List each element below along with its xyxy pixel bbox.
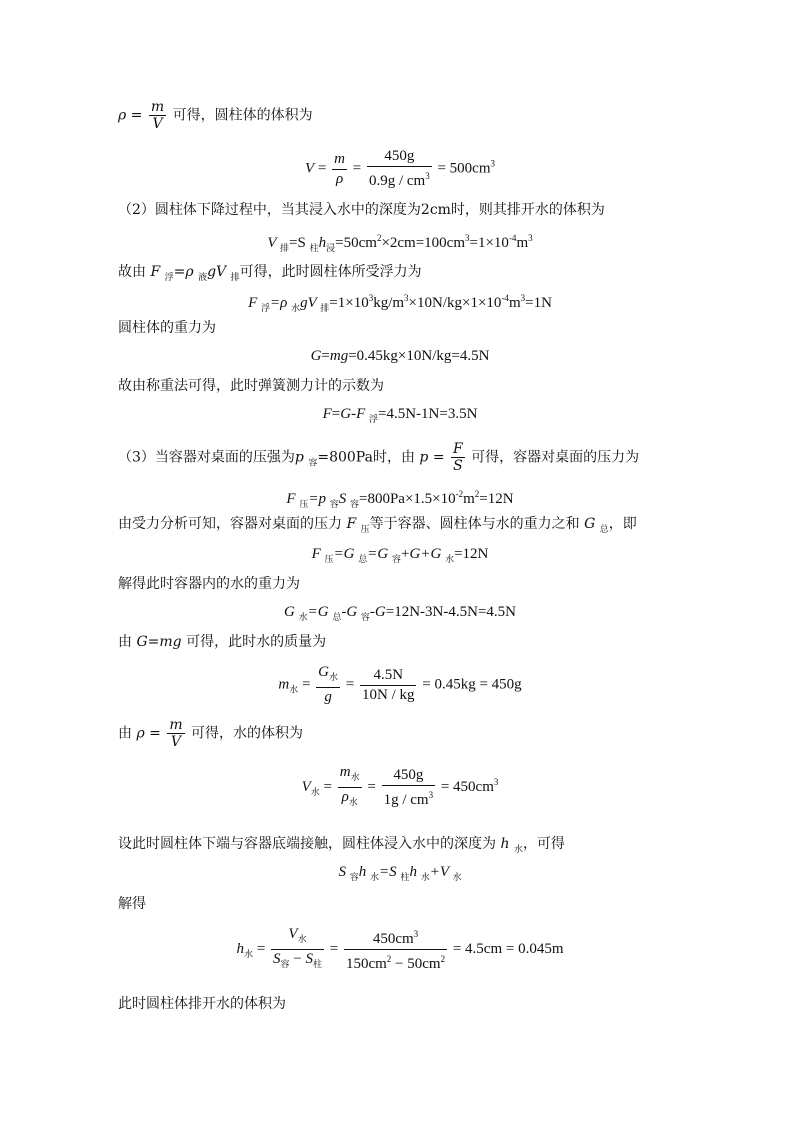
g: G xyxy=(374,604,386,620)
denominator: V xyxy=(170,734,182,750)
eq: = xyxy=(325,940,342,957)
h: h xyxy=(358,864,371,880)
eq: = xyxy=(363,778,380,795)
t: m xyxy=(516,235,529,251)
t: （3）当容器对桌面的压强为 xyxy=(118,449,295,466)
t: +G xyxy=(420,546,446,562)
t: 设此时圆柱体下端与容器底端接触，圆柱体浸入水中的深度为 xyxy=(118,836,501,852)
t: =ρ xyxy=(270,295,292,311)
t: =G xyxy=(307,604,333,620)
t: =12N-3N-4.5N=4.5N xyxy=(385,604,517,620)
numerator: 450g xyxy=(367,148,432,167)
spring-scale-formula xyxy=(0,404,800,429)
t: 由 xyxy=(118,634,137,650)
den-text: 0.9g / cm xyxy=(368,173,426,189)
equals: = xyxy=(126,107,147,124)
water-gravity-formula xyxy=(0,602,800,627)
denominator xyxy=(382,786,436,809)
t: - xyxy=(351,406,357,422)
text: 可得，圆柱体的体积为 xyxy=(168,107,313,124)
value-fraction xyxy=(382,767,436,809)
sub: 浮 xyxy=(368,414,378,424)
sup: 2 xyxy=(440,954,446,964)
g: G xyxy=(283,604,299,620)
value-fraction xyxy=(344,926,447,973)
t: 150cm xyxy=(345,956,387,972)
denominator xyxy=(344,950,447,973)
numerator: m xyxy=(150,99,165,115)
t: ×10N/kg×1×10 xyxy=(408,295,502,311)
rho: ρ xyxy=(341,789,349,805)
f: F xyxy=(322,406,332,422)
sup: 3 xyxy=(528,233,533,243)
denominator xyxy=(271,950,324,973)
sub: 容 xyxy=(308,458,318,469)
t: ，即 xyxy=(608,516,637,532)
gravity-formula xyxy=(0,346,800,366)
sup: 3 xyxy=(368,293,374,303)
f: F xyxy=(356,406,369,422)
t: kg/m xyxy=(373,295,405,311)
result: = 0.45kg = 450g xyxy=(418,676,522,693)
g: G xyxy=(584,516,600,532)
t: =12N xyxy=(479,491,514,507)
sub: 水 xyxy=(513,844,523,855)
t: - xyxy=(369,604,375,620)
eq: = xyxy=(342,676,358,693)
s: S xyxy=(338,491,350,507)
sub: 柱 xyxy=(400,872,410,882)
sub: 浮 xyxy=(261,303,271,313)
numerator: F xyxy=(453,441,463,457)
v-over-s-fraction xyxy=(271,926,324,973)
sub: 浸 xyxy=(326,243,336,253)
sup: 2 xyxy=(376,233,382,243)
t: =G xyxy=(333,546,359,562)
t: 由 xyxy=(118,725,137,742)
t: =800Pa×1.5×10 xyxy=(358,491,456,507)
numerator: m xyxy=(332,151,347,170)
eq: = xyxy=(428,449,450,466)
m: m xyxy=(278,676,290,693)
rho: ρ xyxy=(136,725,145,742)
displaced-volume-formula xyxy=(0,228,800,258)
sub: 压 xyxy=(324,554,334,564)
m-over-rho-fraction xyxy=(332,151,347,188)
t: -G xyxy=(341,604,361,620)
v: V xyxy=(301,778,311,795)
sub: 水 xyxy=(452,872,462,882)
eq: = xyxy=(319,778,336,795)
f: F xyxy=(248,295,261,311)
sub: 水 xyxy=(291,303,301,313)
numerator xyxy=(338,764,362,788)
h: h xyxy=(236,940,244,957)
sup: 3 xyxy=(493,776,499,787)
den-sup: 3 xyxy=(425,171,430,181)
t: =800Pa时，由 xyxy=(317,449,420,466)
part-2-text: （2）圆柱体下降过程中，当其浸入水中的深度为2cm时，则其排开水的体积为 xyxy=(118,202,605,218)
t: =1×10 xyxy=(469,235,509,251)
sub: 总 xyxy=(332,612,342,622)
t: m xyxy=(463,491,475,507)
displaced-volume-text: 此时圆柱体排开水的体积为 xyxy=(118,996,286,1012)
h: h xyxy=(409,864,421,880)
t: +V xyxy=(429,864,453,880)
denominator: V xyxy=(152,116,163,132)
buoyancy-text-line xyxy=(118,262,422,288)
water-mass-formula xyxy=(0,664,800,706)
sub: 压 xyxy=(360,524,370,535)
mg: mg xyxy=(159,634,182,650)
t: 等于容器、圆柱体与水的重力之和 xyxy=(369,516,585,532)
weighing-text-line: 故由称重法可得，此时弹簧测力计的示数为 xyxy=(118,378,384,394)
t: ×2cm=100cm xyxy=(381,235,466,251)
result: = 4.5cm = 0.045m xyxy=(449,940,564,957)
f-over-s-fraction xyxy=(451,442,465,473)
numerator: 450g xyxy=(382,767,436,786)
denominator: ρ xyxy=(335,170,344,187)
sub: 柱 xyxy=(309,243,319,253)
g: G xyxy=(409,546,421,562)
h: h xyxy=(318,235,327,251)
force-analysis-text xyxy=(118,514,637,540)
g: G xyxy=(310,348,322,364)
numerator xyxy=(316,664,340,688)
f: F xyxy=(346,516,361,532)
t: 可得，水的体积为 xyxy=(186,725,304,742)
denominator: 10N / kg xyxy=(361,686,415,703)
t: 可得，此时圆柱体所受浮力为 xyxy=(239,264,422,280)
m-over-v-fraction xyxy=(167,718,184,749)
water-volume-text xyxy=(118,718,303,749)
sub: 压 xyxy=(299,499,309,509)
t: 可得，此时水的质量为 xyxy=(181,634,327,650)
t: =1N xyxy=(525,295,552,311)
m-over-rho-fraction xyxy=(338,764,362,811)
value-fraction xyxy=(367,148,432,190)
denominator: S xyxy=(453,458,463,474)
sub: 水 xyxy=(244,948,254,959)
sub: 容 xyxy=(360,612,370,622)
water-mass-text xyxy=(118,632,326,652)
t: − 50cm xyxy=(391,956,441,972)
sub: 容 xyxy=(392,554,402,564)
volume-relation-formula xyxy=(0,862,800,887)
t: =p xyxy=(308,491,330,507)
sub: 水 xyxy=(310,786,320,797)
t: ，可得 xyxy=(522,836,565,852)
sub: 水 xyxy=(298,612,308,622)
t: =50cm xyxy=(335,235,377,251)
solve-text: 解得 xyxy=(118,896,146,912)
cylinder-volume-formula: V = $\frac{m}{\rho}$ = $\frac{450g}{0.9g / cm^3}$ = $500cm^3$ xyxy=(305,148,495,189)
sup: -4 xyxy=(508,233,517,243)
s: S xyxy=(305,951,313,967)
total-gravity-formula xyxy=(0,544,800,569)
water-depth-formula xyxy=(0,926,800,973)
v: V xyxy=(288,926,298,942)
gravity-text-line: 圆柱体的重力为 xyxy=(118,320,216,336)
g: gV xyxy=(300,295,321,311)
t: 由受力分析可知，容器对桌面的压力 xyxy=(118,516,347,532)
t: =S xyxy=(379,864,401,880)
density-formula-line xyxy=(118,100,313,131)
numerator: 4.5N xyxy=(360,667,417,686)
sub: 总 xyxy=(599,524,609,535)
sub: 浮 xyxy=(164,272,174,283)
v-symbol: V xyxy=(305,160,315,177)
f: F xyxy=(150,264,165,280)
numerator xyxy=(271,926,324,950)
sub: 排 xyxy=(230,272,240,283)
t: =1×10 xyxy=(329,295,369,311)
sup: 3 xyxy=(413,929,419,939)
eq: = xyxy=(298,676,315,693)
sup: 2 xyxy=(386,954,392,964)
numerator xyxy=(344,926,447,950)
t: =4.5N-1N=3.5N xyxy=(378,406,478,422)
eq: = xyxy=(144,725,166,742)
sub: 水 xyxy=(348,797,358,807)
minus: − xyxy=(289,951,306,967)
g: G xyxy=(136,634,148,650)
t: = xyxy=(147,634,160,650)
pressure-force-formula xyxy=(0,484,800,514)
h: h xyxy=(500,836,514,852)
t: =12N xyxy=(454,546,489,562)
sup: 3 xyxy=(465,233,470,243)
sup: -2 xyxy=(455,489,464,499)
water-gravity-text: 解得此时容器内的水的重力为 xyxy=(118,576,300,592)
t: 故由 xyxy=(118,264,151,280)
t: = xyxy=(331,406,341,422)
eq: = xyxy=(253,940,269,957)
sub: 水 xyxy=(329,672,339,682)
sub: 液 xyxy=(198,272,208,283)
sub: 柱 xyxy=(312,959,322,969)
p: p xyxy=(294,449,309,466)
f: F xyxy=(286,491,300,507)
t: 450cm xyxy=(372,931,414,947)
t: =S xyxy=(289,235,310,251)
den-text: 1g / cm xyxy=(383,791,429,808)
sub: 容 xyxy=(329,499,339,509)
v: V xyxy=(267,235,281,251)
p: p xyxy=(419,449,429,466)
contact-assumption-text xyxy=(118,834,565,860)
t: 可得，容器对桌面的压力为 xyxy=(466,449,640,466)
sub: 水 xyxy=(289,684,299,695)
g: G xyxy=(318,664,329,680)
g-over-g-fraction xyxy=(316,664,340,706)
numerator: m xyxy=(169,717,183,733)
buoyancy-formula xyxy=(0,288,800,318)
denominator xyxy=(367,167,432,190)
mg: mg xyxy=(329,348,349,364)
s: S xyxy=(338,864,350,880)
result: = 500cm xyxy=(433,160,491,177)
m: m xyxy=(339,764,351,780)
sub: 排 xyxy=(280,243,290,253)
sub: 水 xyxy=(420,872,430,882)
sup: 2 xyxy=(474,489,480,499)
g: G xyxy=(340,406,352,422)
t: =0.45kg×10N/kg=4.5N xyxy=(348,348,490,364)
sub: 容 xyxy=(280,959,290,969)
s: S xyxy=(272,951,281,967)
sub: 容 xyxy=(349,872,359,882)
sup: -4 xyxy=(501,293,509,303)
t: =G xyxy=(367,546,393,562)
rho-symbol: ρ xyxy=(118,107,127,124)
sub: 水 xyxy=(297,934,307,944)
t: = xyxy=(321,348,330,364)
sub: 总 xyxy=(358,554,368,564)
part-3-text xyxy=(118,442,639,473)
sub: 排 xyxy=(320,303,330,313)
sub: 水 xyxy=(350,772,360,782)
f: F xyxy=(311,546,325,562)
denominator: g xyxy=(324,689,332,705)
result: = 450cm xyxy=(437,778,494,795)
t: + xyxy=(401,546,410,562)
sup: 3 xyxy=(428,789,434,800)
result-sup: 3 xyxy=(490,158,495,169)
sup: 3 xyxy=(404,293,409,303)
sup: 3 xyxy=(520,293,526,303)
t: m xyxy=(508,295,521,311)
g: gV xyxy=(207,264,231,280)
sub: 容 xyxy=(349,499,359,509)
m-over-v-fraction xyxy=(149,100,166,131)
sub: 水 xyxy=(445,554,455,564)
value-fraction xyxy=(360,667,417,704)
denominator xyxy=(338,788,362,811)
water-volume-formula xyxy=(0,764,800,811)
t: =ρ xyxy=(173,264,199,280)
sub: 水 xyxy=(370,872,380,882)
